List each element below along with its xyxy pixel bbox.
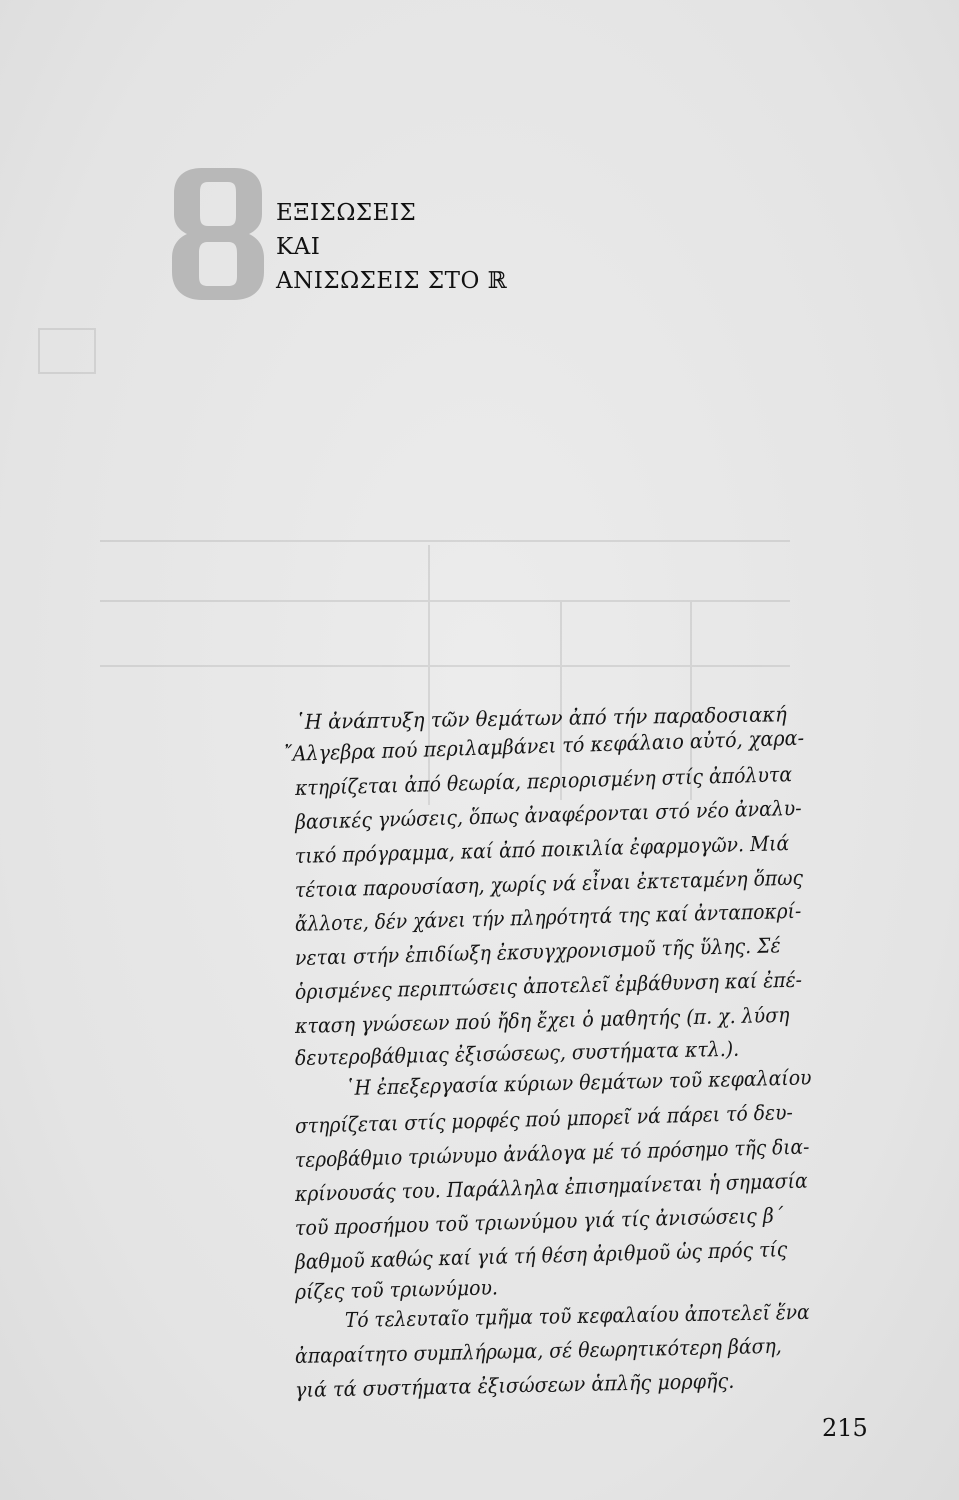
- chapter-title-line-2: ΚΑΙ: [276, 234, 321, 260]
- intro-line: ῾Η ἀνάπτυξη τῶν θεμάτων ἀπό τήν παραδοσιακή: [294, 702, 787, 734]
- intro-line: ρίζες τοῦ τριωνύμου.: [294, 1275, 499, 1304]
- intro-line: Τό τελευταῖο τμῆμα τοῦ κεφαλαίου ἀποτελεῖ ἕνα: [344, 1299, 810, 1332]
- intro-line: κταση γνώσεων πού ἤδη ἔχει ὁ μαθητής (π. χ. λύση: [294, 1002, 790, 1038]
- chapter-introduction: [282, 700, 875, 1402]
- intro-line: κτηρίζεται ἀπό θεωρία, περιορισμένη στίς ἀπόλυτα: [294, 762, 793, 800]
- intro-line: νεται στήν ἐπιδίωξη ἐκσυγχρονισμοῦ τῆς ὕλης. Σέ: [294, 933, 781, 970]
- bleed-box: [38, 328, 96, 374]
- bleed-rule: [100, 600, 790, 602]
- intro-line: γιά τά συστήματα ἐξισώσεων ἁπλῆς μορφῆς.: [294, 1368, 735, 1402]
- chapter-title-line-1: ΕΞΙΣΩΣΕΙΣ: [276, 200, 417, 226]
- intro-line: κρίνουσάς του. Παράλληλα ἐπισημαίνεται ἡ σημασία: [294, 1168, 808, 1206]
- page-number: 215: [822, 1414, 868, 1442]
- intro-line: τοῦ προσήμου τοῦ τριωνύμου γιά τίς ἀνισώσεις β΄: [294, 1203, 784, 1240]
- intro-line: τεροβάθμιο τριώνυμο ἀνάλογα μέ τό πρόσημο τῆς δια-: [294, 1134, 810, 1172]
- bleed-rule: [100, 540, 790, 542]
- chapter-title: [276, 196, 507, 298]
- intro-line: δευτεροβάθμιας ἐξισώσεως, συστήματα κτλ.).: [294, 1036, 740, 1070]
- bleed-rule: [100, 665, 790, 667]
- chapter-number-8: [172, 168, 264, 300]
- chapter-title-line-3: ΑΝΙΣΩΣΕΙΣ ΣΤΟ ℝ: [276, 268, 508, 294]
- intro-line: ὁρισμένες περιπτώσεις ἀποτελεῖ ἐμβάθυνση καί ἐπέ-: [294, 967, 803, 1004]
- intro-line: ῎Αλγεβρα πού περιλαμβάνει τό κεφάλαιο αὐτό, χαρα-: [282, 725, 805, 766]
- intro-line: τικό πρόγραμμα, καί ἀπό ποικιλία ἐφαρμογῶν. Μιά: [294, 831, 790, 868]
- intro-line: ῾Η ἐπεξεργασία κύριων θεμάτων τοῦ κεφαλαίου: [344, 1065, 812, 1100]
- intro-line: ἄλλοτε, δέν χάνει τήν πληρότητά της καί ἀνταποκρί-: [294, 898, 802, 936]
- intro-line: βαθμοῦ καθώς καί γιά τή θέση ἀριθμοῦ ὡς πρός τίς: [294, 1237, 788, 1274]
- intro-line: τέτοια παρουσίαση, χωρίς νά εἶναι ἐκτεταμένη ὅπως: [294, 865, 804, 902]
- intro-line: βασικές γνώσεις, ὅπως ἀναφέρονται στό νέο ἀναλυ-: [294, 795, 802, 834]
- intro-line: στηρίζεται στίς μορφές πού μπορεῖ νά πάρει τό δευ-: [294, 1100, 794, 1138]
- intro-line: ἀπαραίτητο συμπλήρωμα, σέ θεωρητικότερη βάση,: [294, 1333, 782, 1368]
